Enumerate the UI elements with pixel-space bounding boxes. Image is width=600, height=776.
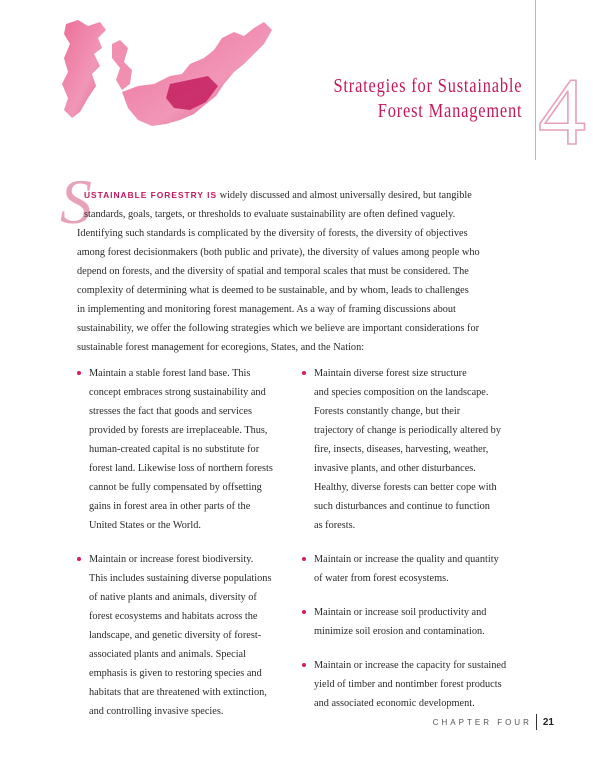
bullet-line: This includes sustaining diverse populations (89, 573, 272, 584)
bullet-line: landscape, and genetic diversity of forest- (89, 630, 262, 641)
bullet-line: provided by forests are irreplaceable. Thus, (89, 425, 268, 436)
intro-paragraph (77, 186, 525, 357)
bullet-soil (302, 603, 524, 641)
right-bullet-column (302, 364, 524, 728)
bullet-line: Healthy, diverse forests can better cope with (314, 482, 497, 493)
bullet-line: and associated economic development. (314, 698, 475, 709)
bullet-line: fire, insects, diseases, harvesting, weather, (314, 444, 489, 455)
title-line-2: Forest Management (377, 100, 522, 122)
map-michigan (112, 40, 132, 90)
intro-line-text: widely discussed and almost universally desired, but tangible (217, 190, 472, 201)
bullet-line: Maintain or increase forest biodiversity. (89, 554, 254, 565)
intro-line: sustainability, we offer the following strategies which we believe are important considerations for (77, 323, 480, 334)
page-number: 21 (542, 716, 554, 728)
bullet-yield (302, 656, 524, 713)
intro-line: sustainable forest management for ecoregions, States, and the Nation: (77, 342, 365, 353)
map-minnesota-wisconsin (62, 20, 106, 118)
intro-line: complexity of determining what is deemed to be sustainable, and by whom, leads to challenges (77, 285, 469, 296)
intro-line: standards, goals, targets, or thresholds to evaluate sustainability are often defined vaguely. (84, 209, 456, 220)
bullet-size-structure (302, 364, 524, 535)
bullet-line: invasive plants, and other disturbances. (314, 463, 476, 474)
bullet-line: as forests. (314, 520, 356, 531)
intro-line: in implementing and monitoring forest management. As a way of framing discussions about (77, 304, 456, 315)
bullet-line: United States or the World. (89, 520, 201, 531)
page-footer (433, 714, 554, 730)
bullet-line: and species composition on the landscape. (314, 387, 489, 398)
intro-line (77, 186, 525, 205)
bullet-line: minimize soil erosion and contamination. (314, 626, 485, 637)
map-northeast-states (122, 22, 272, 126)
bullet-line: Maintain or increase soil productivity and (314, 607, 487, 618)
bullet-land-base (77, 364, 299, 535)
page-title (333, 74, 522, 124)
bullet-line: Maintain or increase the capacity for sustained (314, 660, 507, 671)
region-map-illustration (58, 14, 280, 132)
intro-line: Identifying such standards is complicated by the diversity of forests, the diversity of objectives (77, 228, 468, 239)
bullet-line: Forests constantly change, but their (314, 406, 461, 417)
bullet-line: Maintain or increase the quality and quantity (314, 554, 499, 565)
intro-dropcap: S (60, 166, 92, 237)
intro-lead: USTAINABLE FORESTRY IS (84, 190, 218, 200)
bullet-line: such disturbances and continue to function (314, 501, 490, 512)
bullet-line: cannot be fully compensated by offsetting (89, 482, 262, 493)
bullet-line: habitats that are threatened with extinction, (89, 687, 267, 698)
chapter-number (536, 58, 592, 168)
chapter-number-text: 4 (538, 58, 586, 165)
bullet-line: yield of timber and nontimber forest products (314, 679, 502, 690)
left-bullet-column (77, 364, 299, 736)
bullet-line: gains in forest area in other parts of the (89, 501, 251, 512)
bullet-line: forest land. Likewise loss of northern forests (89, 463, 273, 474)
bullet-line: emphasis is given to restoring species and (89, 668, 262, 679)
bullet-line: and controlling invasive species. (89, 706, 224, 717)
bullet-line: forest ecosystems and habitats across the (89, 611, 258, 622)
intro-line: among forest decisionmakers (both public and private), the diversity of values among people who (77, 247, 480, 258)
bullet-line: stresses the fact that goods and services (89, 406, 252, 417)
footer-divider (536, 714, 537, 730)
bullet-line: of native plants and animals, diversity of (89, 592, 257, 603)
bullet-line: concept embraces strong sustainability and (89, 387, 266, 398)
bullet-line: trajectory of change is periodically altered by (314, 425, 501, 436)
bullet-line: associated plants and animals. Special (89, 649, 246, 660)
bullet-biodiversity (77, 550, 299, 721)
bullet-line: Maintain a stable forest land base. This (89, 368, 251, 379)
bullet-line: human-created capital is no substitute for (89, 444, 260, 455)
bullet-water (302, 550, 524, 588)
bullet-line: of water from forest ecosystems. (314, 573, 449, 584)
intro-line: depend on forests, and the diversity of spatial and temporal scales that must be considered. The (77, 266, 469, 277)
title-line-1: Strategies for Sustainable (333, 75, 522, 97)
bullet-line: Maintain diverse forest size structure (314, 368, 467, 379)
footer-chapter-label: CHAPTER FOUR (432, 717, 532, 727)
